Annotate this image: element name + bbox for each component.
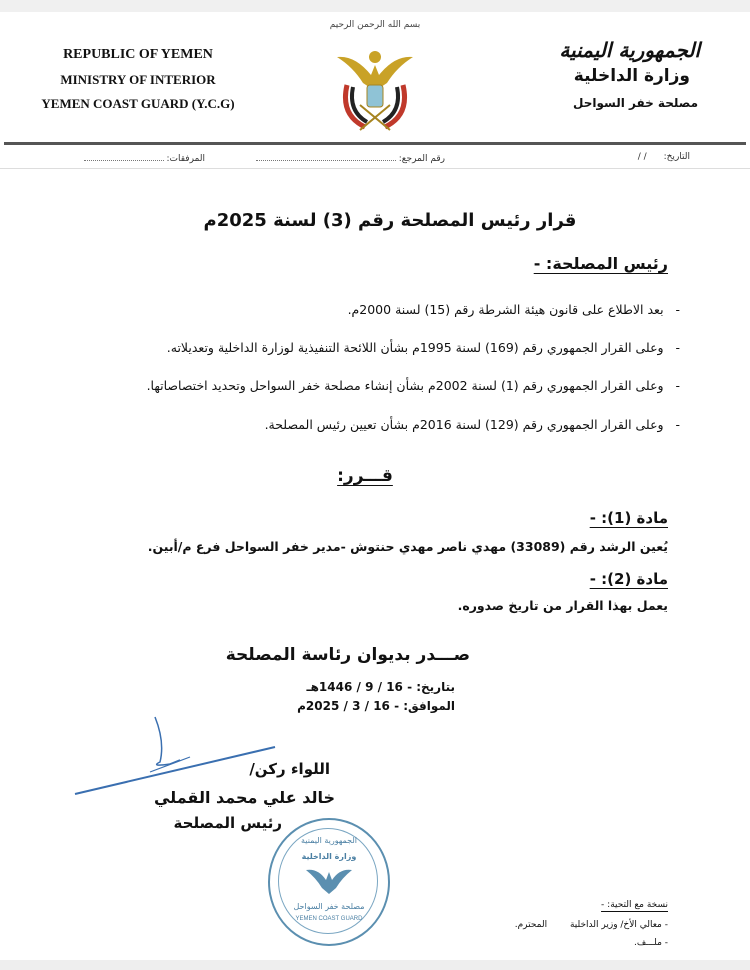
preamble-item [265,417,680,432]
attachments-field [84,152,205,164]
copies-heading: نسخة مع التحية: - [601,900,668,910]
preamble-item [147,378,680,393]
stamp-emblem-icon [304,866,354,900]
stamp-top-text: الجمهورية اليمنية [300,836,357,845]
signatory-name: خالد علي محمد القملي [153,788,335,807]
header-en-ministry: MINISTRY OF INTERIOR [60,72,216,87]
copy-recipient: - ملـــف. [634,938,668,948]
article-2-heading: مادة (2): - [589,570,668,588]
reference-label: رقم المرجع: [398,154,445,164]
scan-top-band [0,0,750,12]
header-ar-republic: الجمهورية اليمنية [559,38,700,62]
bullet-dash: - [675,417,680,432]
stamp-middle-text: وزارة الداخلية [301,852,357,861]
header-en-coastguard: YEMEN COAST GUARD (Y.C.G) [41,96,235,111]
article-1-text: يُعين الرشد رقم (33089) مهدي ناصر مهدي حنتوش -مدير خفر السواحل فرع م/أبين. [147,539,668,554]
date-label: التاريخ: [663,152,690,162]
scan-bottom-band [0,960,750,970]
hijri-date: بتاريخ: - 16 / 9 / 1446هـ [306,680,455,694]
header-ar-coastguard: مصلحة خفر السواحل [572,96,698,110]
attachments-label: المرفقات: [166,154,205,164]
reference-field [256,152,445,164]
preamble-item-text: وعلى القرار الجمهوري رقم (169) لسنة 1995م بشأن اللائحة التنفيذية لوزارة الداخلية وتعديلاته. [166,340,664,355]
preamble-item-text: وعلى القرار الجمهوري رقم (129) لسنة 2016م بشأن تعيين رئيس المصلحة. [264,417,664,432]
preamble-item-text: وعلى القرار الجمهوري رقم (1) لسنة 2002م بشأن إنشاء مصلحة خفر السواحل وتحديد اختصاصاتها. [146,378,664,393]
attachments-blank [84,152,164,161]
signatory-title: رئيس المصلحة [173,814,282,832]
issued-at: صـــدر بديوان رئاسة المصلحة [225,645,470,665]
preamble-item-text: بعد الاطلاع على قانون هيئة الشرطة رقم (15) لسنة 2000م. [347,302,664,317]
decision-title: قرار رئيس المصلحة رقم (3) لسنة 2025م [203,210,577,231]
signatory-rank: اللواء ركن/ [249,760,330,778]
copy-recipient: - معالي الأخ/ وزير الداخلية المحترم. [514,920,668,930]
preamble-heading: رئيس المصلحة: - [533,254,668,273]
stamp-bottom-en: YEMEN COAST GUARD [295,916,363,922]
bullet-dash: - [675,378,680,393]
article-2-text: يعمل بهذا القرار من تاريخ صدوره. [457,598,668,613]
fields-divider [0,168,750,169]
preamble-item [348,302,680,317]
basmala: بسم الله الرحمن الرحيم [329,20,421,30]
article-1-heading: مادة (1): - [589,509,668,527]
decision-heading: قـــرر: [337,466,393,486]
official-stamp [268,818,390,946]
date-field [638,152,690,162]
date-value: / / [637,152,647,162]
stamp-bottom-ar: مصلحة خفر السواحل [293,902,365,911]
reference-blank [256,152,396,161]
yemen-emblem-icon [335,45,415,139]
gregorian-date: الموافق: - 16 / 3 / 2025م [297,699,455,713]
bullet-dash: - [675,340,680,355]
header-ar-ministry: وزارة الداخلية [573,66,690,86]
header-divider [4,142,746,145]
header-en-republic: REPUBLIC OF YEMEN [63,47,213,62]
bullet-dash: - [675,302,680,317]
preamble-item [167,340,680,355]
